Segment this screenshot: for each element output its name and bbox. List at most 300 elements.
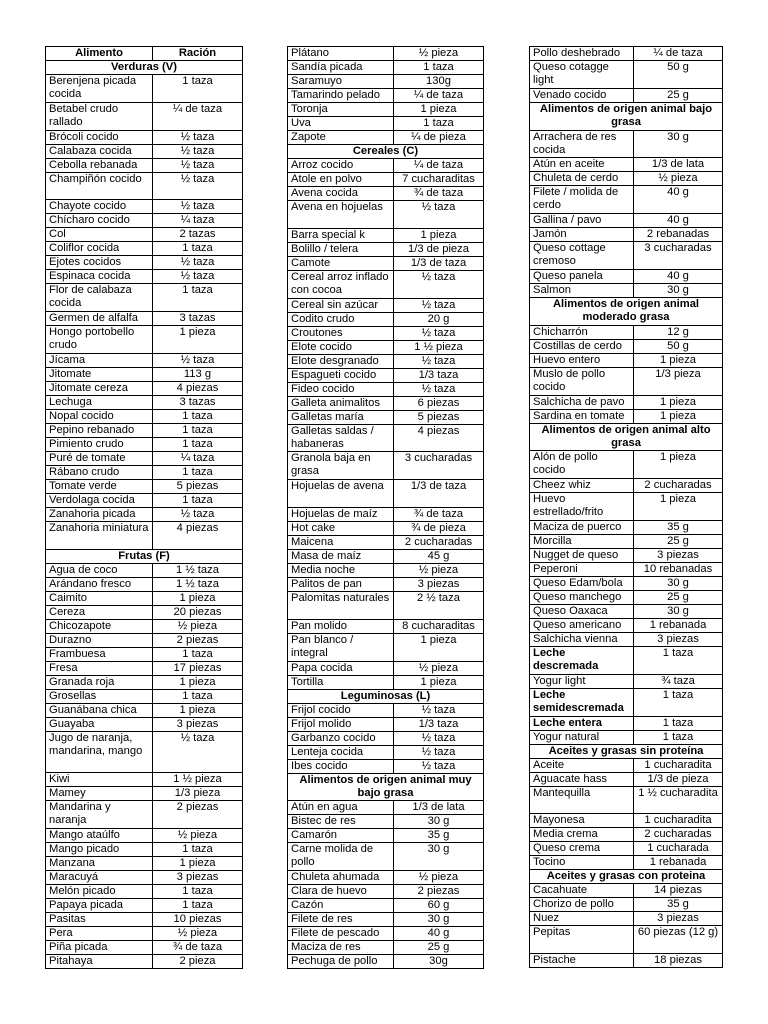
table-row: [530, 214, 723, 228]
portion-cell: ½ taza: [394, 298, 484, 312]
food-name-cell: Galletas maría: [288, 410, 394, 424]
column-header-food: Alimento: [46, 47, 153, 61]
portion-cell: 40 g: [394, 927, 484, 941]
food-name-cell: Granola baja en grasa: [288, 452, 394, 480]
table-row: [288, 745, 484, 759]
portion-cell: 1 taza: [634, 730, 723, 744]
table-row: [530, 242, 723, 270]
food-name-cell: Fresa: [46, 661, 153, 675]
table-row: [46, 605, 243, 619]
food-name-cell: Arroz cocido: [288, 159, 394, 173]
table-row: [288, 801, 484, 815]
portion-cell: 6 piezas: [394, 396, 484, 410]
food-name-cell: Espinaca cocida: [46, 270, 153, 284]
portion-cell: 1 pieza: [153, 326, 243, 354]
portion-cell: ½ taza: [153, 130, 243, 144]
table-row: [46, 75, 243, 103]
food-name-cell: Frambuesa: [46, 647, 153, 661]
table-row: [288, 382, 484, 396]
table-row: [288, 829, 484, 843]
table-row: [46, 717, 243, 731]
table-row: [530, 269, 723, 283]
table-row: [46, 353, 243, 367]
food-name-cell: Tomate verde: [46, 479, 153, 493]
food-name-cell: Codito crudo: [288, 312, 394, 326]
food-name-cell: Chayote cocido: [46, 200, 153, 214]
table-row: [46, 857, 243, 871]
portion-cell: ½ taza: [153, 731, 243, 773]
table-row: [530, 772, 723, 786]
food-name-cell: Salchicha vienna: [530, 632, 634, 646]
table-row: [288, 521, 484, 535]
food-name-cell: Elote cocido: [288, 340, 394, 354]
food-name-cell: Piña picada: [46, 941, 153, 955]
food-name-cell: Hongo portobello crudo: [46, 326, 153, 354]
portion-cell: ½ taza: [394, 354, 484, 368]
table-row: [530, 367, 723, 395]
table-row: [288, 815, 484, 829]
table-row: [288, 661, 484, 675]
table-row: [288, 396, 484, 410]
food-name-cell: Mantequilla: [530, 786, 634, 814]
table-row: [530, 884, 723, 898]
portion-cell: ¾ de taza: [394, 507, 484, 521]
portion-cell: 1 taza: [634, 646, 723, 674]
food-name-cell: Jamón: [530, 228, 634, 242]
table-row: [46, 675, 243, 689]
portion-cell: 1/3 de lata: [634, 158, 723, 172]
portion-cell: 1 taza: [153, 437, 243, 451]
table-row: [46, 619, 243, 633]
food-name-cell: Ejotes cocidos: [46, 256, 153, 270]
portion-cell: 1 taza: [153, 409, 243, 423]
portion-cell: 1 pieza: [153, 675, 243, 689]
food-name-cell: Garbanzo cocido: [288, 731, 394, 745]
table-row: [46, 395, 243, 409]
table-row: [288, 354, 484, 368]
food-name-cell: Camarón: [288, 829, 394, 843]
section-header-row: [530, 297, 723, 325]
table-row: [46, 563, 243, 577]
portion-cell: 2 cucharadas: [394, 535, 484, 549]
portion-cell: 1 pieza: [394, 103, 484, 117]
table-row: [288, 424, 484, 452]
food-name-cell: Queso Edam/bola: [530, 576, 634, 590]
portion-cell: 1 ½ taza: [153, 577, 243, 591]
food-name-cell: Pepino rebanado: [46, 423, 153, 437]
portion-cell: ¼ de taza: [394, 89, 484, 103]
food-name-cell: Queso crema: [530, 842, 634, 856]
portion-cell: 35 g: [634, 898, 723, 912]
table-row: [530, 534, 723, 548]
food-name-cell: Plátano: [288, 47, 394, 61]
portion-cell: 1 taza: [153, 423, 243, 437]
food-name-cell: Betabel crudo rallado: [46, 102, 153, 130]
portion-cell: 1 taza: [153, 493, 243, 507]
food-name-cell: Galleta animalitos: [288, 396, 394, 410]
food-name-cell: Chicozapote: [46, 619, 153, 633]
portion-cell: ½ taza: [394, 745, 484, 759]
table-row: [46, 633, 243, 647]
portion-cell: 1/3 de taza: [394, 480, 484, 508]
table-row: [288, 452, 484, 480]
portion-cell: ½ taza: [394, 382, 484, 396]
portion-cell: 1/3 de pieza: [634, 772, 723, 786]
food-name-cell: Pan blanco / integral: [288, 633, 394, 661]
food-name-cell: Queso cottage cremoso: [530, 242, 634, 270]
portion-cell: 1 pieza: [634, 409, 723, 423]
table-row: [288, 340, 484, 354]
table-row: [288, 955, 484, 969]
portion-cell: 3 tazas: [153, 312, 243, 326]
food-name-cell: Muslo de pollo cocido: [530, 367, 634, 395]
food-name-cell: Costillas de cerdo: [530, 339, 634, 353]
portion-cell: ½ taza: [394, 326, 484, 340]
portion-cell: 30g: [394, 955, 484, 969]
portion-cell: ½ taza: [153, 200, 243, 214]
food-name-cell: Espagueti cocido: [288, 368, 394, 382]
table-row: [46, 885, 243, 899]
food-name-cell: Cazón: [288, 899, 394, 913]
portion-cell: 1 ½ pieza: [153, 773, 243, 787]
food-name-cell: Caimito: [46, 591, 153, 605]
table-row: [530, 604, 723, 618]
table-row: [46, 787, 243, 801]
food-name-cell: Berenjena picada cocida: [46, 75, 153, 103]
table-row: [530, 520, 723, 534]
food-name-cell: Maciza de puerco: [530, 520, 634, 534]
food-name-cell: Pera: [46, 927, 153, 941]
portion-cell: 2 piezas: [153, 633, 243, 647]
food-name-cell: Queso Oaxaca: [530, 604, 634, 618]
table-row: [530, 632, 723, 646]
portion-cell: 3 piezas: [394, 577, 484, 591]
table-row: [46, 941, 243, 955]
food-name-cell: Granada roja: [46, 675, 153, 689]
section-title: Leguminosas (L): [288, 689, 484, 703]
table-row: [288, 187, 484, 201]
portion-cell: ½ pieza: [394, 871, 484, 885]
portion-cell: 3 piezas: [153, 717, 243, 731]
portion-cell: 3 piezas: [153, 871, 243, 885]
food-name-cell: Palomitas naturales: [288, 591, 394, 619]
food-name-cell: Hojuelas de maíz: [288, 507, 394, 521]
table-row: [46, 661, 243, 675]
table-row: [288, 913, 484, 927]
food-name-cell: Uva: [288, 117, 394, 131]
food-name-cell: Agua de coco: [46, 563, 153, 577]
portion-cell: 50 g: [634, 61, 723, 89]
food-name-cell: Salchicha de pavo: [530, 395, 634, 409]
table-row: [288, 675, 484, 689]
table-row: [288, 759, 484, 773]
portion-cell: ½ pieza: [153, 829, 243, 843]
table-row: [530, 158, 723, 172]
table-row: [530, 47, 723, 61]
portion-cell: 25 g: [394, 941, 484, 955]
table-row: [530, 395, 723, 409]
section-header-row: [530, 423, 723, 451]
food-name-cell: Hot cake: [288, 521, 394, 535]
table-row: [530, 548, 723, 562]
portion-cell: 1 cucharadita: [634, 758, 723, 772]
table-row: [530, 954, 723, 968]
portion-cell: 2 piezas: [394, 885, 484, 899]
food-name-cell: Carne molida de pollo: [288, 843, 394, 871]
table-row: [46, 437, 243, 451]
portion-cell: 1/3 de lata: [394, 801, 484, 815]
portion-cell: 1 taza: [153, 284, 243, 312]
food-name-cell: Brócoli cocido: [46, 130, 153, 144]
food-name-cell: Mamey: [46, 787, 153, 801]
portion-cell: 2 cucharadas: [634, 828, 723, 842]
table-row: [288, 885, 484, 899]
portion-cell: 30 g: [634, 604, 723, 618]
food-name-cell: Cereal arroz inflado con cocoa: [288, 270, 394, 298]
portions-table-column-2: [287, 46, 484, 969]
food-name-cell: Queso panela: [530, 269, 634, 283]
portion-cell: 30 g: [394, 815, 484, 829]
food-name-cell: Alón de pollo cocido: [530, 451, 634, 479]
portions-table-column-3: [529, 46, 723, 968]
table-row: [288, 61, 484, 75]
food-name-cell: Filete de pescado: [288, 927, 394, 941]
section-title: Cereales (C): [288, 145, 484, 159]
table-row: [288, 480, 484, 508]
portion-cell: ½ taza: [153, 172, 243, 200]
portion-cell: ½ pieza: [634, 172, 723, 186]
food-name-cell: Nuez: [530, 912, 634, 926]
food-name-cell: Atole en polvo: [288, 173, 394, 187]
food-name-cell: Cebolla rebanada: [46, 158, 153, 172]
food-name-cell: Peperoni: [530, 562, 634, 576]
table-row: [46, 256, 243, 270]
food-name-cell: Ibes cocido: [288, 759, 394, 773]
table-row: [46, 507, 243, 521]
food-name-cell: Galletas saldas / habaneras: [288, 424, 394, 452]
portion-cell: 1 taza: [153, 242, 243, 256]
food-name-cell: Verdolaga cocida: [46, 493, 153, 507]
portion-cell: ½ taza: [394, 731, 484, 745]
food-name-cell: Mayonesa: [530, 814, 634, 828]
portion-cell: ½ pieza: [394, 563, 484, 577]
portion-cell: 25 g: [634, 534, 723, 548]
food-name-cell: Rábano crudo: [46, 465, 153, 479]
portion-cell: 1 ½ pieza: [394, 340, 484, 354]
portion-cell: 1 taza: [153, 843, 243, 857]
table-row: [46, 801, 243, 829]
table-row: [530, 716, 723, 730]
portion-cell: ¼ de taza: [634, 47, 723, 61]
portion-cell: 2 rebanadas: [634, 228, 723, 242]
food-name-cell: Sardina en tomate: [530, 409, 634, 423]
portion-cell: ¼ de taza: [394, 159, 484, 173]
table-row: [46, 367, 243, 381]
table-row: [530, 339, 723, 353]
table-row: [530, 562, 723, 576]
table-row: [46, 829, 243, 843]
table-row: [288, 871, 484, 885]
portion-cell: 30 g: [394, 913, 484, 927]
portion-cell: 1 taza: [153, 647, 243, 661]
portion-cell: ½ taza: [394, 759, 484, 773]
portion-cell: 4 piezas: [153, 521, 243, 549]
table-row: [288, 242, 484, 256]
food-name-cell: Barra special k: [288, 228, 394, 242]
portion-cell: 3 cucharadas: [634, 242, 723, 270]
food-name-cell: Yogur light: [530, 674, 634, 688]
food-name-cell: Yogur natural: [530, 730, 634, 744]
section-header-row: [530, 744, 723, 758]
portion-cell: 1 taza: [153, 689, 243, 703]
food-name-cell: Pan molido: [288, 619, 394, 633]
portion-cell: 1/3 taza: [394, 717, 484, 731]
food-name-cell: Maracuyá: [46, 871, 153, 885]
food-name-cell: Col: [46, 228, 153, 242]
food-name-cell: Media crema: [530, 828, 634, 842]
food-name-cell: Palitos de pan: [288, 577, 394, 591]
table-row: [46, 130, 243, 144]
food-name-cell: Lechuga: [46, 395, 153, 409]
section-header-row: [46, 61, 243, 75]
food-name-cell: Frijol cocido: [288, 703, 394, 717]
table-row: [530, 61, 723, 89]
portion-cell: 25 g: [634, 590, 723, 604]
portion-cell: 1 cucharadita: [634, 814, 723, 828]
table-row: [46, 284, 243, 312]
table-row: [288, 103, 484, 117]
table-row: [530, 576, 723, 590]
food-name-cell: Filete / molida de cerdo: [530, 186, 634, 214]
portion-cell: 8 cucharaditas: [394, 619, 484, 633]
portion-cell: ¼ taza: [153, 214, 243, 228]
table-row: [288, 368, 484, 382]
table-row: [46, 899, 243, 913]
portion-cell: 1 pieza: [634, 493, 723, 521]
food-name-cell: Chuleta ahumada: [288, 871, 394, 885]
table-row: [288, 633, 484, 661]
column-header-portion: Ración: [153, 47, 243, 61]
food-name-cell: Zapote: [288, 131, 394, 145]
table-row: [530, 786, 723, 814]
food-name-cell: Bolillo / telera: [288, 242, 394, 256]
food-name-cell: Leche semidescremada: [530, 688, 634, 716]
food-name-cell: Tortilla: [288, 675, 394, 689]
portion-cell: ½ taza: [153, 507, 243, 521]
table-row: [288, 703, 484, 717]
section-header-row: [530, 102, 723, 130]
food-name-cell: Venado cocido: [530, 88, 634, 102]
food-name-cell: Avena cocida: [288, 187, 394, 201]
section-title: Aceites y grasas con proteina: [530, 870, 723, 884]
food-name-cell: Nugget de queso: [530, 548, 634, 562]
table-row: [46, 423, 243, 437]
portion-cell: ½ pieza: [153, 619, 243, 633]
table-row: [46, 703, 243, 717]
portion-cell: 25 g: [634, 88, 723, 102]
portion-cell: 1 taza: [634, 716, 723, 730]
portion-cell: 40 g: [634, 214, 723, 228]
table-row: [288, 899, 484, 913]
table-row: [530, 842, 723, 856]
table-row: [288, 577, 484, 591]
food-name-cell: Atún en aceite: [530, 158, 634, 172]
food-name-cell: Mango picado: [46, 843, 153, 857]
food-name-cell: Calabaza cocida: [46, 144, 153, 158]
table-row: [46, 913, 243, 927]
table-row: [288, 270, 484, 298]
table-row: [288, 843, 484, 871]
portion-cell: 1/3 de pieza: [394, 242, 484, 256]
portion-cell: 30 g: [634, 576, 723, 590]
food-name-cell: Fideo cocido: [288, 382, 394, 396]
food-name-cell: Mango ataúlfo: [46, 829, 153, 843]
food-name-cell: Maicena: [288, 535, 394, 549]
portion-cell: ½ taza: [153, 256, 243, 270]
portion-cell: 113 g: [153, 367, 243, 381]
food-name-cell: Saramuyo: [288, 75, 394, 89]
food-name-cell: Chicharrón: [530, 325, 634, 339]
food-name-cell: Cereza: [46, 605, 153, 619]
section-title: Alimentos de origen animal moderado grasa: [530, 297, 723, 325]
food-name-cell: Mandarina y naranja: [46, 801, 153, 829]
table-row: [288, 941, 484, 955]
portion-cell: 18 piezas: [634, 954, 723, 968]
food-name-cell: Aguacate hass: [530, 772, 634, 786]
portion-cell: 30 g: [634, 130, 723, 158]
portion-cell: 1 taza: [394, 61, 484, 75]
table-row: [288, 535, 484, 549]
portion-cell: ¾ de pieza: [394, 521, 484, 535]
food-name-cell: Lenteja cocida: [288, 745, 394, 759]
table-row: [288, 731, 484, 745]
table-row: [288, 298, 484, 312]
portion-cell: ½ pieza: [394, 661, 484, 675]
portion-cell: 1 pieza: [634, 353, 723, 367]
food-name-cell: Pasitas: [46, 913, 153, 927]
food-name-cell: Filete de res: [288, 913, 394, 927]
food-name-cell: Kiwi: [46, 773, 153, 787]
portion-cell: 30 g: [634, 283, 723, 297]
food-name-cell: Atún en agua: [288, 801, 394, 815]
table-row: [530, 186, 723, 214]
food-name-cell: Elote desgranado: [288, 354, 394, 368]
portion-cell: 5 piezas: [394, 410, 484, 424]
table-row: [288, 326, 484, 340]
table-row: [46, 493, 243, 507]
portion-cell: 4 piezas: [153, 381, 243, 395]
table-row: [530, 353, 723, 367]
food-name-cell: Papaya picada: [46, 899, 153, 913]
table-row: [46, 955, 243, 969]
table-row: [46, 773, 243, 787]
food-name-cell: Jitomate: [46, 367, 153, 381]
food-name-cell: Germen de alfalfa: [46, 312, 153, 326]
table-row: [530, 88, 723, 102]
food-name-cell: Arándano fresco: [46, 577, 153, 591]
portion-cell: 60 piezas (12 g): [634, 926, 723, 954]
table-row: [46, 158, 243, 172]
portion-cell: 40 g: [634, 186, 723, 214]
portion-cell: ½ taza: [153, 144, 243, 158]
portion-cell: 45 g: [394, 549, 484, 563]
portion-cell: 1 pieza: [394, 675, 484, 689]
food-name-cell: Puré de tomate: [46, 451, 153, 465]
food-name-cell: Durazno: [46, 633, 153, 647]
food-name-cell: Pepitas: [530, 926, 634, 954]
portions-table-column-1: [45, 46, 243, 969]
table-row: [530, 898, 723, 912]
